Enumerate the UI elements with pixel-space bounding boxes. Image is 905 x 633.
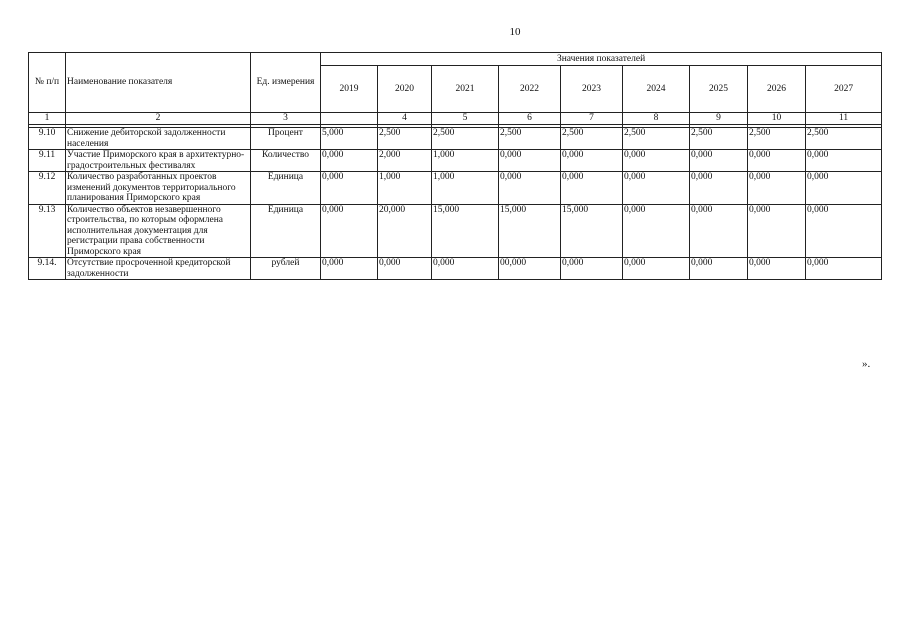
header-year: 2023 (561, 66, 623, 113)
column-number: 4 (378, 113, 432, 125)
value-cell: 1,000 (432, 172, 499, 205)
column-number: 10 (748, 113, 806, 125)
value-cell: 0,000 (806, 204, 882, 258)
table-row (29, 128, 882, 150)
page-number: 10 (509, 26, 521, 38)
value-cell: 0,000 (690, 172, 748, 205)
row-number: 9.12 (29, 172, 66, 205)
value-cell: 0,000 (499, 172, 561, 205)
value-cell: 0,000 (321, 258, 378, 280)
value-cell: 2,500 (561, 128, 623, 150)
value-cell: 1,000 (378, 172, 432, 205)
header-year: 2021 (432, 66, 499, 113)
unit-cell: рублей (251, 258, 321, 280)
value-cell: 0,000 (432, 258, 499, 280)
unit-cell: Единица (251, 204, 321, 258)
table-row (29, 258, 882, 280)
header-name: Наименование показателя (66, 53, 251, 113)
indicator-name: Количество объектов незавершенного строительства, по которым оформлена исполнительная документация для регистрации права собственности Приморского края (66, 204, 251, 258)
header-year: 2025 (690, 66, 748, 113)
value-cell: 2,500 (690, 128, 748, 150)
header-num: № п/п (29, 53, 66, 113)
value-cell: 0,000 (806, 258, 882, 280)
value-cell: 0,000 (623, 172, 690, 205)
value-cell: 0,000 (321, 172, 378, 205)
value-cell: 1,000 (432, 150, 499, 172)
header-values-group: Значения показателей (321, 53, 882, 66)
value-cell: 2,500 (623, 128, 690, 150)
column-number: 2 (66, 113, 251, 125)
unit-cell: Процент (251, 128, 321, 150)
value-cell: 15,000 (499, 204, 561, 258)
value-cell: 0,000 (623, 258, 690, 280)
column-number: 8 (623, 113, 690, 125)
value-cell: 2,500 (806, 128, 882, 150)
value-cell: 0,000 (321, 150, 378, 172)
indicator-name: Отсутствие просроченной кредиторской задолженности (66, 258, 251, 280)
value-cell: 15,000 (432, 204, 499, 258)
unit-cell: Количество (251, 150, 321, 172)
table-row (29, 172, 882, 205)
column-number (321, 113, 378, 125)
value-cell: 0,000 (561, 172, 623, 205)
column-number: 7 (561, 113, 623, 125)
value-cell: 0,000 (561, 150, 623, 172)
indicator-name: Количество разработанных проектов изменений документов территориального планирования Приморского края (66, 172, 251, 205)
column-number: 11 (806, 113, 882, 125)
column-number: 6 (499, 113, 561, 125)
row-number: 9.11 (29, 150, 66, 172)
row-number: 9.13 (29, 204, 66, 258)
value-cell: 0,000 (623, 204, 690, 258)
header-year: 2022 (499, 66, 561, 113)
header-year: 2027 (806, 66, 882, 113)
header-year: 2026 (748, 66, 806, 113)
closing-quote-mark: ». (862, 358, 871, 370)
indicator-name: Снижение дебиторской задолженности населения (66, 128, 251, 150)
value-cell: 0,000 (748, 150, 806, 172)
value-cell: 0,000 (690, 150, 748, 172)
value-cell: 0,000 (690, 204, 748, 258)
column-number: 5 (432, 113, 499, 125)
value-cell: 00,000 (499, 258, 561, 280)
value-cell: 0,000 (690, 258, 748, 280)
value-cell: 0,000 (499, 150, 561, 172)
value-cell: 0,000 (748, 258, 806, 280)
header-year: 2020 (378, 66, 432, 113)
unit-cell: Единица (251, 172, 321, 205)
header-year: 2024 (623, 66, 690, 113)
value-cell: 0,000 (561, 258, 623, 280)
value-cell: 0,000 (806, 172, 882, 205)
value-cell: 15,000 (561, 204, 623, 258)
value-cell: 5,000 (321, 128, 378, 150)
table-body (29, 128, 882, 280)
value-cell: 0,000 (748, 172, 806, 205)
value-cell: 0,000 (748, 204, 806, 258)
value-cell: 0,000 (321, 204, 378, 258)
value-cell: 0,000 (623, 150, 690, 172)
table-row (29, 204, 882, 258)
indicator-name: Участие Приморского края в архитектурно-градостроительных фестивалях (66, 150, 251, 172)
indicators-table (28, 52, 882, 280)
column-number: 3 (251, 113, 321, 125)
value-cell: 0,000 (806, 150, 882, 172)
value-cell: 2,500 (499, 128, 561, 150)
row-number: 9.14. (29, 258, 66, 280)
value-cell: 20,000 (378, 204, 432, 258)
value-cell: 2,500 (748, 128, 806, 150)
table-row (29, 150, 882, 172)
value-cell: 2,500 (378, 128, 432, 150)
header-unit: Ед. измерения (251, 53, 321, 113)
value-cell: 2,500 (432, 128, 499, 150)
row-number: 9.10 (29, 128, 66, 150)
column-number: 9 (690, 113, 748, 125)
value-cell: 2,000 (378, 150, 432, 172)
header-year: 2019 (321, 66, 378, 113)
value-cell: 0,000 (378, 258, 432, 280)
column-number: 1 (29, 113, 66, 125)
